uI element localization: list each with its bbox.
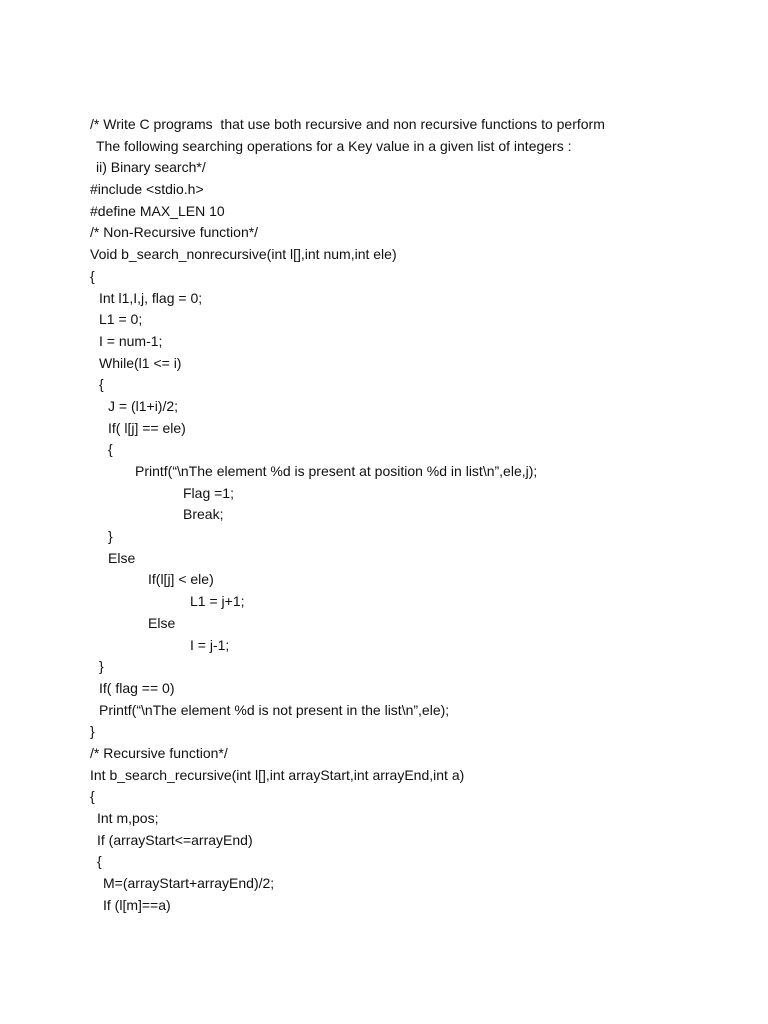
code-line: Int l1,I,j, flag = 0; [99, 289, 203, 306]
code-line: If (l[m]==a) [103, 896, 171, 913]
code-line: L1 = j+1; [190, 593, 245, 610]
code-line: { [108, 441, 113, 458]
code-line: { [90, 788, 95, 805]
code-line: If(l[j] < ele) [148, 571, 214, 588]
code-line: Flag =1; [183, 484, 234, 501]
code-line: Void b_search_nonrecursive(int l[],int num,int ele) [90, 246, 397, 263]
code-line: While(l1 <= i) [99, 354, 182, 371]
code-line: Else [108, 549, 136, 566]
code-line: M=(arrayStart+arrayEnd)/2; [103, 875, 275, 892]
code-line: The following searching operations for a Key value in a given list of integers : [96, 137, 572, 154]
code-line: } [99, 658, 104, 675]
code-line: { [97, 853, 102, 870]
code-line: L1 = 0; [99, 311, 143, 328]
code-line: #include <stdio.h> [90, 181, 204, 198]
code-text-block [0, 114, 768, 916]
code-line: If( l[j] == ele) [108, 419, 186, 436]
code-line: } [108, 528, 113, 545]
code-line: If( flag == 0) [99, 679, 175, 696]
code-line: /* Non-Recursive function*/ [90, 224, 259, 241]
code-line: Printf(“\nThe element %d is present at position %d in list\n”,ele,j); [135, 463, 538, 479]
code-line: { [99, 376, 104, 393]
code-line: /* Write C programs that use both recursive and non recursive functions to perform [90, 116, 605, 132]
code-line: { [90, 267, 95, 284]
code-line: If (arrayStart<=arrayEnd) [97, 831, 253, 848]
code-line: Int b_search_recursive(int l[],int arrayStart,int arrayEnd,int a) [90, 766, 465, 783]
code-line: } [90, 723, 95, 740]
code-line: Break; [183, 506, 224, 523]
code-line: J = (l1+i)/2; [108, 397, 179, 414]
code-line: /* Recursive function*/ [90, 744, 228, 761]
code-line: Else [148, 614, 176, 631]
code-line: Printf(“\nThe element %d is not present in the list\n”,ele); [99, 701, 450, 718]
code-line: I = j-1; [190, 636, 230, 653]
code-line: I = num-1; [99, 332, 163, 349]
code-line: ii) Binary search*/ [96, 159, 206, 176]
code-line: Int m,pos; [97, 810, 159, 826]
code-line: #define MAX_LEN 10 [90, 202, 225, 219]
